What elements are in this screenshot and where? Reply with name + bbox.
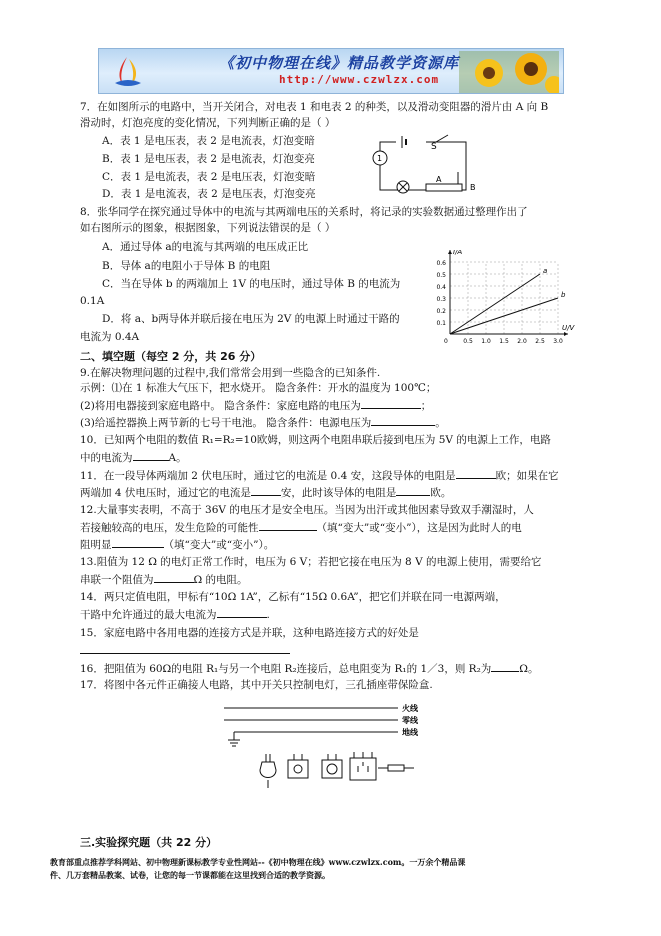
q13-line2-end: Ω 的电阻。 (193, 574, 248, 586)
q10-blank[interactable] (133, 450, 169, 461)
x-axis-arrow (564, 332, 568, 336)
q12-line3-text: 阻明显 (80, 539, 112, 551)
q11-line2-end: 欧。 (430, 487, 452, 499)
rheostat-b-label: B (470, 183, 476, 192)
x-tick-label: 3.0 (553, 338, 563, 345)
q14-line2-end: . (266, 609, 270, 621)
q11-blank2[interactable] (251, 485, 281, 496)
q14-line1: 14．两只定值电阻，甲标有“10Ω 1A”，乙标有“15Ω 0.6A”，把它们并联在同一电源两端， (80, 591, 506, 603)
x-tick-label: 0.5 (463, 338, 473, 345)
q7-option-d: D．表 1 是电流表，表 2 是电压表，灯泡变亮 (102, 188, 316, 200)
q8-option-d2: 电流为 0.4A (80, 331, 140, 343)
q8-line2: 如右图所示的图象，根据图象，下列说法错误的是（ ） (80, 222, 336, 234)
q9-blank1[interactable] (361, 398, 421, 409)
y-tick-label: 0.4 (436, 284, 446, 291)
q11-line1-text: 11．在一段导体两端加 2 伏电压时，通过它的电流是 0.4 安，这段导体的电阻是 (80, 470, 456, 482)
page-footer (50, 856, 622, 882)
q17-line: 17．将图中各元件正确接人电路，其中开关只控制电灯，三孔插座带保险盒. (80, 679, 433, 691)
q12-line3-end: （填“变大”或“变小”）。 (163, 539, 275, 551)
q13-line1: 13.阻值为 12 Ω 的电灯正常工作时，电压为 6 V；若把它接在电压为 8 V 的电源上使用，需要给它 (80, 556, 542, 568)
y-axis-arrow (448, 250, 452, 254)
q12-line2-end: （填“变大”或“变小”），这是因为此时人的电 (316, 522, 522, 534)
q9-line3-end: ； (420, 400, 432, 412)
x-tick-label: 2.5 (535, 338, 545, 345)
q12-line2-text: 若接触较高的电压，发生危险的可能性 (80, 522, 259, 534)
x-axis-label: U/V (562, 324, 575, 332)
series-label-b: b (561, 291, 566, 299)
q9-line3-text: (2)将用电器接到家庭电路中。 隐含条件：家庭电路的电压为 (80, 400, 361, 412)
q8-line1: 8．张华同学在探究通过导体中的电流与其两端电压的关系时，将记录的实验数据通过整理作出了 (80, 206, 528, 218)
iv-graph (428, 250, 578, 346)
y-axis-label: I/A (453, 250, 463, 256)
q14-line2-text: 干路中允许通过的最大电流为 (80, 609, 217, 621)
lamp-icon (260, 754, 276, 788)
q8-option-c2: 0.1A (80, 295, 105, 307)
q7-circuit-diagram (366, 132, 482, 198)
x-tick-label: 2.0 (517, 338, 527, 345)
rheostat-a-label: A (436, 175, 442, 184)
header-title: 《初中物理在线》精品教学资源库 (219, 54, 460, 72)
q11-line1 (80, 468, 559, 483)
q13-line2-text: 串联一个阻值为 (80, 574, 154, 586)
q8-option-d1: D．将 a、b两导体并联后接在电压为 2V 的电源上时通过干路的 (102, 313, 400, 325)
origin-label: 0 (444, 338, 448, 345)
q16-line (80, 661, 539, 676)
q15-line1: 15．家庭电路中各用电器的连接方式是并联，这种电路连接方式的好处是 (80, 627, 419, 639)
q14-blank[interactable] (217, 607, 267, 618)
footer-line1: 教育部重点推荐学科网站、初中物理新课标教学专业性网站--《初中物理在线》www.czwlzx.com。一万余个精品课 (50, 857, 466, 867)
q9-line1: 9.在解决物理问题的过程中,我们常常会用到一些隐含的已知条件. (80, 367, 381, 379)
q10-line2 (80, 450, 187, 465)
q12-line2 (80, 520, 522, 535)
series-line-a (450, 274, 540, 334)
ground-wire-label: 地线 (402, 728, 418, 737)
y-tick-label: 0.3 (436, 296, 446, 303)
site-logo (109, 53, 145, 89)
q11-line2-text: 两端加 4 伏电压时，通过它的电流是 (80, 487, 251, 499)
q7-line1: 7．在如图所示的电路中，当开关闭合，对电表 1 和电表 2 的种类，以及滑动变阻器的滑片由 A 向 B (80, 101, 549, 113)
q10-line2-text: 中的电流为 (80, 452, 133, 464)
q9-line4 (80, 415, 446, 430)
q12-blank2[interactable] (112, 537, 164, 548)
q11-line1-end: 欧；如果在它 (495, 470, 559, 482)
three-pin-socket-icon (350, 752, 376, 780)
two-pin-socket-icon (322, 754, 342, 778)
q7-option-c: C．表 1 是电流表，表 2 是电压表，灯泡变暗 (102, 171, 316, 183)
q13-line2 (80, 572, 248, 587)
household-wiring-diagram (222, 702, 452, 812)
q12-blank1[interactable] (259, 520, 317, 531)
q9-blank2[interactable] (371, 415, 435, 426)
neutral-wire-label: 零线 (402, 716, 418, 725)
x-tick-label: 1.0 (481, 338, 491, 345)
q7-option-a: A．表 1 是电压表，表 2 是电流表，灯泡变暗 (102, 135, 315, 147)
q9-line3 (80, 398, 431, 413)
switch-label: S (431, 142, 437, 152)
q9-line2: 示例：⑴在 1 标准大气压下，把水烧开。 隐含条件：开水的温度为 100℃； (80, 382, 437, 394)
q12-line3 (80, 537, 274, 552)
y-tick-label: 0.1 (436, 320, 446, 327)
q15-blank[interactable] (80, 643, 290, 654)
q7-line2: 滑动时，灯泡亮度的变化情况，下列判断正确的是（ ） (80, 117, 336, 129)
q8-option-c1: C．当在导体 b 的两端加上 1V 的电压时，通过导体 B 的电流为 (102, 278, 401, 290)
meter1-label: 1 (377, 154, 383, 163)
y-tick-label: 0.2 (436, 308, 446, 315)
y-tick-label: 0.5 (436, 272, 446, 279)
q16-blank[interactable] (491, 661, 519, 672)
q16-end: Ω。 (519, 663, 539, 675)
header-url[interactable]: http://www.czwlzx.com (279, 73, 440, 86)
header-banner (98, 48, 564, 94)
footer-line2: 件、几万套精品教案、试卷，让您的每一节课都能在这里找到合适的教学资源。 (50, 870, 330, 880)
y-tick-label: 0.6 (436, 260, 446, 267)
sunflower-image (459, 51, 559, 93)
switch-icon (288, 754, 308, 778)
section3-heading: 三.实验探究题（共 22 分） (80, 836, 218, 849)
q10-line1: 10．已知两个电阻的数值 R₁=R₂=10欧姆，则这两个电阻串联后接到电压为 5V 的电源上工作，电路 (80, 434, 551, 446)
section2-heading: 二、填空题（每空 2 分，共 26 分） (80, 350, 262, 363)
q9-line4-text: (3)给遥控器换上两节新的七号干电池。 隐含条件：电源电压为 (80, 417, 372, 429)
q11-line2-mid: 安，此时该导体的电阻是 (280, 487, 397, 499)
q7-option-b: B．表 1 是电压表，表 2 是电流表，灯泡变亮 (102, 153, 315, 165)
series-label-a: a (543, 267, 548, 275)
fuse-box-icon (378, 765, 414, 771)
q15-line2 (80, 643, 290, 658)
q14-line2 (80, 607, 270, 622)
q8-option-a: A．通过导体 a的电流与其两端的电压成正比 (102, 241, 309, 253)
q13-blank[interactable] (154, 572, 194, 583)
q11-blank1[interactable] (456, 468, 496, 479)
live-wire-label: 火线 (402, 704, 418, 713)
q8-option-b: B．导体 a的电阻小于导体 B 的电阻 (102, 260, 271, 272)
q12-line1: 12.大量事实表明，不高于 36V 的电压才是安全电压。当因为出汗或其他因素导致双手潮湿时，人 (80, 504, 534, 516)
q11-blank3[interactable] (396, 485, 430, 496)
q9-line4-end: 。 (435, 417, 446, 429)
q10-line2-end: A。 (168, 452, 187, 464)
q11-line2 (80, 485, 451, 500)
q16-text: 16．把阻值为 60Ω的电阻 R₁与另一个电阻 R₂连接后，总电阻变为 R₁的 1／3，则 R₂为 (80, 663, 492, 675)
x-tick-label: 1.5 (499, 338, 509, 345)
